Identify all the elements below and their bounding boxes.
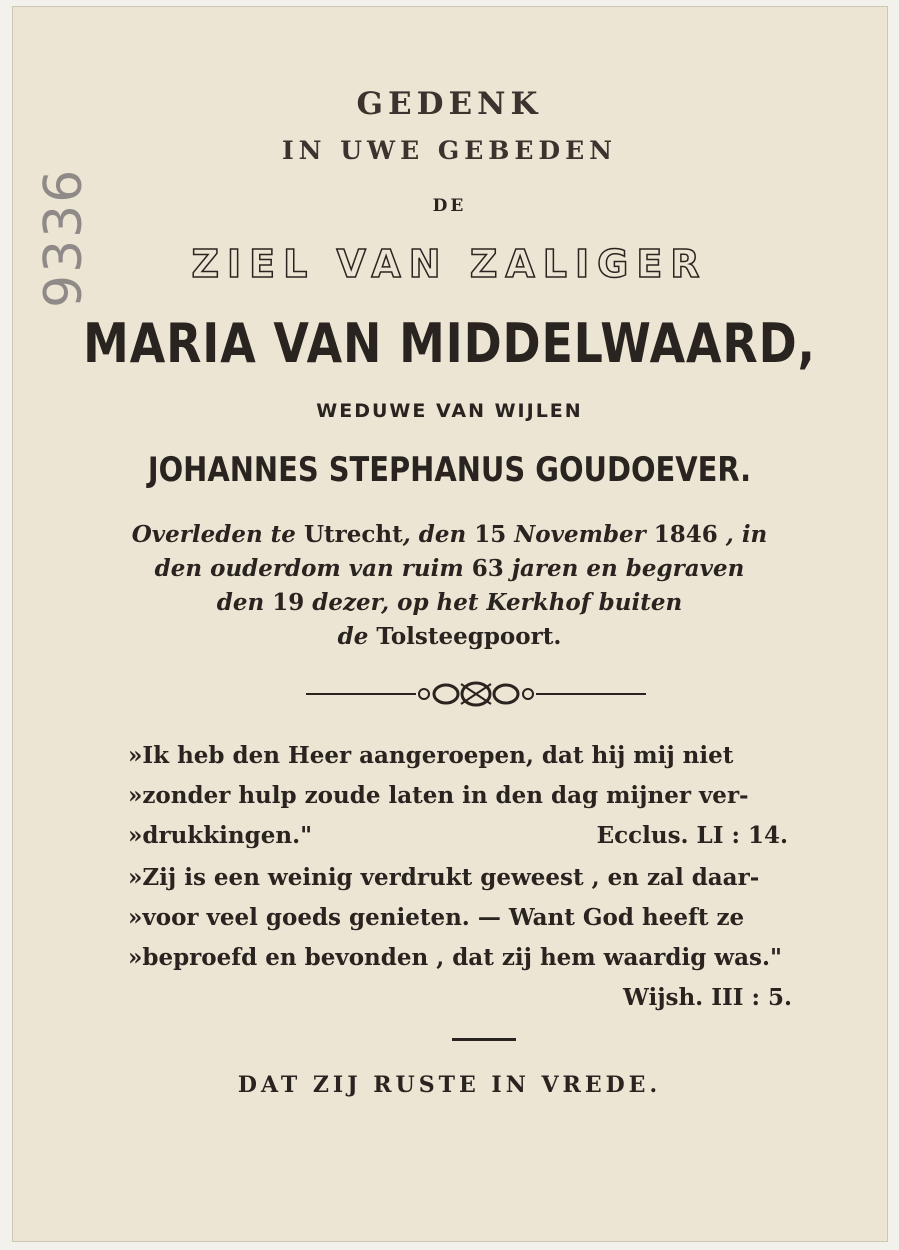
quote2-line-1: »Zij is een weinig verdrukt geweest , en zal daar- [128,864,760,891]
quote1-reference: Ecclus. LI : 14. [596,822,788,849]
header-in-uwe-gebeden: IN UWE GEBEDEN [281,136,618,165]
quote-wisdom [128,858,828,1018]
quote2-line-2: »voor veel goeds genieten. — Want God heeft ze [128,904,745,931]
deceased-name: MARIA VAN MIDDELWAARD, [83,312,816,375]
inventory-number: 9336 [34,167,94,308]
relation-label: WEDUWE VAN WIJLEN [316,400,583,422]
quote1-line-2: »zonder hulp zoude laten in den dag mijner ver- [128,782,749,809]
death-line-4: de Tolsteegpoort. [337,623,562,650]
header-ziel-van-zaliger: ZIEL VAN ZALIGER [191,242,708,286]
death-line-3: den 19 dezer, op het Kerkhof buiten [216,589,683,616]
closing-text: DAT ZIJ RUSTE IN VREDE. [237,1072,662,1098]
quote2-reference: Wijsh. III : 5. [623,984,792,1011]
quote-ecclesiasticus [128,736,828,856]
quote2-line-3: »beproefd en bevonden , dat zij hem waardig was." [128,944,782,971]
death-notice [0,518,899,654]
death-line-2: den ouderdom van ruim 63 jaren en begraven [154,555,745,582]
ornament-divider [306,676,646,712]
header-gedenk: GEDENK [356,86,543,122]
spouse-name: JOHANNES STEPHANUS GOUDOEVER. [147,450,752,490]
closing-rule [452,1038,516,1041]
quote1-line-3: »drukkingen." Ecclus. LI : 14. [128,816,828,856]
header-de: DE [432,196,467,216]
death-line-1: Overleden te Utrecht, den 15 November 1846 , in [131,521,768,548]
quote1-line-1: »Ik heb den Heer aangeroepen, dat hij mij niet [128,742,734,769]
